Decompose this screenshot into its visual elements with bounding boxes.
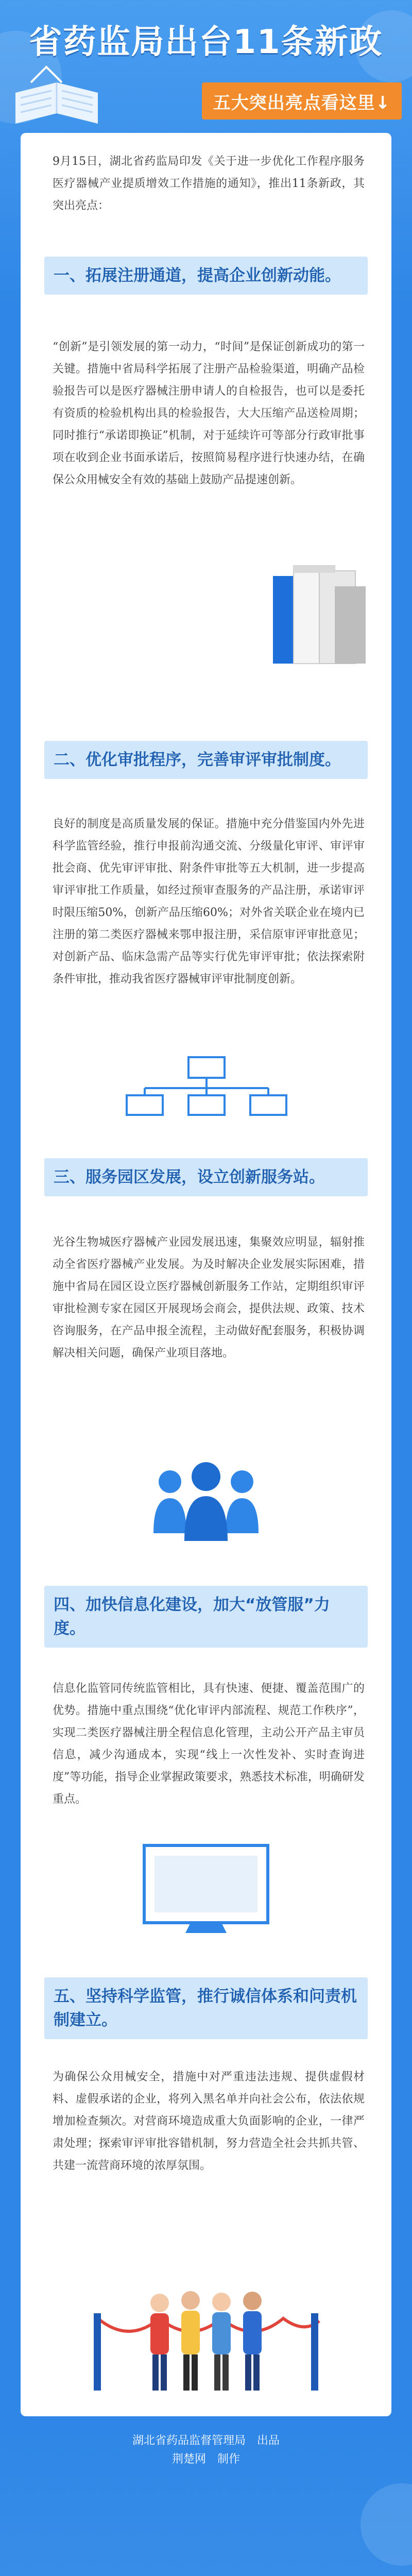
section-2-heading: 二、优化审批程序，完善审评审批制度。 (44, 741, 368, 779)
section-4-heading: 四、加快信息化建设，加大“放管服”力度。 (44, 1586, 368, 1648)
section-5-heading: 五、坚持科学监管，推行诚信体系和问责机制建立。 (44, 1977, 368, 2039)
section-3-heading: 三、服务园区发展，设立创新服务站。 (44, 1158, 368, 1196)
section-5-body: 为确保公众用械安全，措施中对严重违法违规、提供虚假材料、虚假承诺的企业，将列入黑名单并向社会公布，依法依规增加检查频次。对营商环境造成重大负面影响的企业，一律严肃处理；探索审评审批容错机制，努力营造全社会共抓共管、共建一流营商环境的浓厚氛围。 (53, 2071, 365, 2172)
page-title: 省药监局出台11条新政 (29, 23, 383, 61)
section-1-body: “创新”是引领发展的第一动力，“时间”是保证创新成功的第一关键。措施中省局科学拓展了注册产品检验渠道，明确产品检验报告可以是医疗器械注册申请人的自检报告，也可以是委托有资质的检验机构出具的检验报告，大大压缩产品送检周期；同时推行“承诺即换证”机制，对于延续许可等部分行政审批事项在收到企业书面承诺后，按照简易程序进行快速办结，在确保公众用械安全有效的基础上鼓励产品提速创新。 (53, 341, 365, 486)
section-2-body: 良好的制度是高质量发展的保证。措施中充分借鉴国内外先进科学监管经验，推行申报前沟通交流、分级量化审评、审评审批会商、优先审评审批、附条件审批等五大机制，进一步提高审评审批工作质量，如经过预审查服务的产品注册，承诺审评时限压缩50%，创新产品压缩60%；对外省关联企业在境内已注册的第二类医疗器械来鄂申报注册，采信原审评审批意见；对创新产品、临床急需产品等实行优先审评审批；依法探索附条件审批，推动我省医疗器械审评审批制度创新。 (53, 818, 365, 986)
subtitle-ribbon (202, 82, 402, 120)
footer-producer: 荆楚网 制作 (171, 2453, 240, 2466)
intro-paragraph: 9月15日，湖北省药监局印发《关于进一步优化工作程序服务医疗器械产业提质增效工作措施的通知》，推出11条新政，其突出亮点： (53, 155, 365, 212)
monitor-icon (134, 1842, 278, 1935)
content-card (21, 133, 391, 2416)
header-banner (0, 0, 412, 155)
section-1-heading: 一、拓展注册通道，提高企业创新动能。 (44, 257, 368, 295)
footer (0, 2432, 412, 2469)
org-chart-icon (116, 1055, 297, 1117)
section-3-body: 光谷生物城医疗器械产业园发展迅速，集聚效应明显，辐射推动全省医疗器械产业发展。为及时解决企业发展实际困难，措施中省局在园区设立医疗器械创新服务工作站，定期组织审评审批检测专家在园区开展现场会商会，提供法规、政策、技术咨询服务，在产品申报全流程，主动做好配套服务，积极协调解决相关问题，确保产业项目落地。 (53, 1236, 365, 1360)
subtitle-text: 五大突出亮点看这里↓ (213, 92, 391, 113)
footer-publisher: 湖北省药品监督管理局 出品 (132, 2434, 280, 2447)
team-icon (144, 1456, 268, 1544)
book-stack-icon (263, 555, 376, 674)
section-4-body: 信息化监管同传统监管相比，具有快速、便捷、覆盖范围广的优势。措施中重点围绕“优化审评内部流程、规范工作秩序”，实现二类医疗器械注册全程信息化管理，主动公开产品主审员信息，减少沟通成本，实现“线上一次性发补、实时查询进度”等功能，指导企业掌握政策要求，熟悉技术标准，明确研发重点。 (53, 1682, 365, 1806)
open-book-icon (10, 62, 103, 134)
queue-barrier-icon (82, 2272, 330, 2401)
background-circle (360, 2483, 412, 2566)
